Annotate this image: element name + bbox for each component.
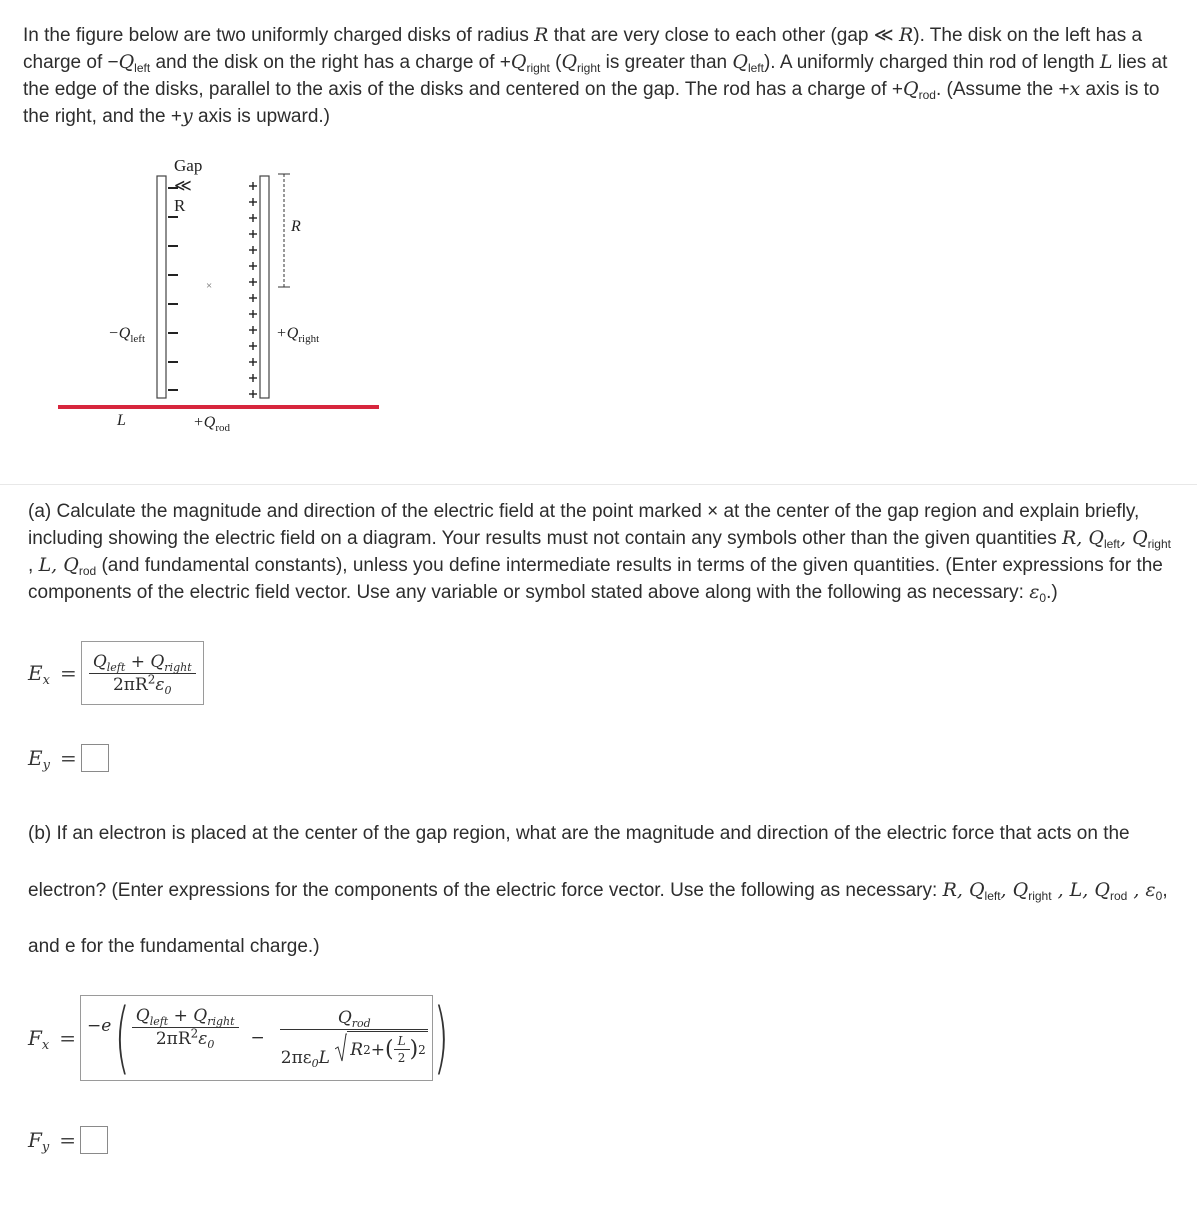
- plus-sign-icon: [249, 230, 257, 238]
- ey-label: $E_y$: [28, 746, 50, 773]
- fy-label: $F_y$: [28, 1128, 50, 1155]
- ex-answer-input[interactable]: [81, 641, 204, 705]
- plus-sign-icon: [249, 342, 257, 350]
- ex-fraction: $\frac{Q_{left} + Q_{right}}{2\pi R^2\varepsilon_0}$: [89, 652, 196, 695]
- fy-answer-input[interactable]: [80, 1126, 108, 1154]
- radius-label: R: [291, 218, 301, 235]
- right-disk-charges: [249, 182, 257, 398]
- plus-sign-icon: [249, 358, 257, 366]
- plus-sign-icon: [249, 262, 257, 270]
- fx-fraction-rod: $Q_{rod}$ $2\pi\varepsilon_0L$ R 2 + ( $\frac{L}{2}$ ) 2: [277, 1008, 432, 1068]
- left-disk-charge-label: $-Q_{left}$: [108, 325, 146, 345]
- plus-sign-icon: [249, 246, 257, 254]
- gap-center-marker: ×: [206, 280, 213, 292]
- right-disk: [260, 176, 269, 398]
- plus-sign-icon: [249, 198, 257, 206]
- rod-length-label: L: [117, 412, 126, 429]
- fx-answer-row: $F_x$ = −e ( $\frac{Q_{left} + Q_{right}}{2\pi R^2\varepsilon_0}$ − $Q_{rod}$ $2\pi\varepsilon_0L$ R 2 + ( $\frac{L}{2}$ ) 2 ): [28, 993, 449, 1083]
- plus-sign-icon: [249, 310, 257, 318]
- intro-text: In the figure below are two uniformly charged disks of radius: [23, 25, 535, 46]
- ey-answer-input[interactable]: [81, 744, 109, 772]
- charged-rod: [58, 405, 379, 409]
- plus-sign-icon: [249, 182, 257, 190]
- part-b-question-line-1: (b) If an electron is placed at the center of the gap region, what are the magnitude and direction of the electric force that acts on the: [28, 823, 1130, 844]
- plus-sign-icon: [249, 390, 257, 398]
- left-disk-charges: [168, 188, 178, 390]
- fx-fraction-disks: $\frac{Q_{left} + Q_{right}}{2\pi R^2\varepsilon_0}$: [132, 1006, 239, 1049]
- fy-answer-row: $F_y$ =: [28, 1126, 108, 1154]
- ey-answer-row: $E_y$ =: [28, 744, 109, 772]
- figure-drawing: [0, 0, 1197, 484]
- plus-sign-icon: [249, 294, 257, 302]
- left-disk: [157, 176, 166, 398]
- left-paren: (: [114, 993, 131, 1083]
- ex-answer-row: $E_x$ = $\frac{Q_{left} + Q_{right}}{2\pi R^2\varepsilon_0}$: [28, 641, 204, 705]
- fx-label: $F_x$: [28, 1026, 50, 1053]
- square-root: R 2 + ( $\frac{L}{2}$ ) 2: [335, 1031, 428, 1065]
- part-a-question: (a) Calculate the magnitude and direction of the electric field at the point marked × at the center of the gap region and explain briefly, including showing the electric field on a diagram. Your results must not contain any symbols other than the given quantities R, $Q_{left}$, $Q_{right}$ , L, $Q_{rod}$ (and fundamental constants), unless you define intermediate results in terms of the given quantities. (Enter expressions for the components of the electric field vector. Use any variable or symbol stated above along with the following as necessary: $\varepsilon_0$.): [28, 501, 1171, 605]
- radius-dimension: [278, 174, 290, 287]
- gap-label: Gap ≪ R: [174, 156, 203, 215]
- part-b-question-line-3: and e for the fundamental charge.): [28, 936, 320, 957]
- rod-charge-label: $+Q_{rod}$: [193, 414, 231, 434]
- right-disk-charge-label: $+Q_{right}$: [276, 325, 320, 345]
- right-paren: ): [433, 993, 449, 1083]
- plus-sign-icon: [249, 374, 257, 382]
- part-b-question-line-2: electron? (Enter expressions for the components of the electric force vector. Use the following as necessary: R, $Q_{left}$, $Q_{right}$ , L, $Q_{rod}$ , $\varepsilon_0$,: [28, 879, 1168, 903]
- plus-sign-icon: [249, 214, 257, 222]
- plus-sign-icon: [249, 326, 257, 334]
- ex-label: $E_x$: [28, 661, 50, 688]
- section-divider: [0, 484, 1197, 485]
- radical-sign-icon: [335, 1033, 347, 1063]
- problem-statement: In the figure below are two uniformly charged disks of radius R that are very close to each other (gap ≪ R). The disk on the left has a charge of $-Q_{left}$ and the disk on the right has a charge of $+Q_{right}$ ($Q_{right}$ is greater than $Q_{left}$). A uniformly charged thin rod of length L lies at the edge of the disks, parallel to the axis of the disks and centered on the gap. The rod has a charge of $+Q_{rod}$. (Assume the +x axis is to the right, and the +y axis is upward.): [23, 24, 1168, 127]
- fx-answer-input[interactable]: −e ( $\frac{Q_{left} + Q_{right}}{2\pi R^2\varepsilon_0}$ − $Q_{rod}$ $2\pi\varepsilon_0L$ R 2 + ( $\frac{L}{2}$ ) 2 ): [80, 995, 433, 1081]
- plus-sign-icon: [249, 278, 257, 286]
